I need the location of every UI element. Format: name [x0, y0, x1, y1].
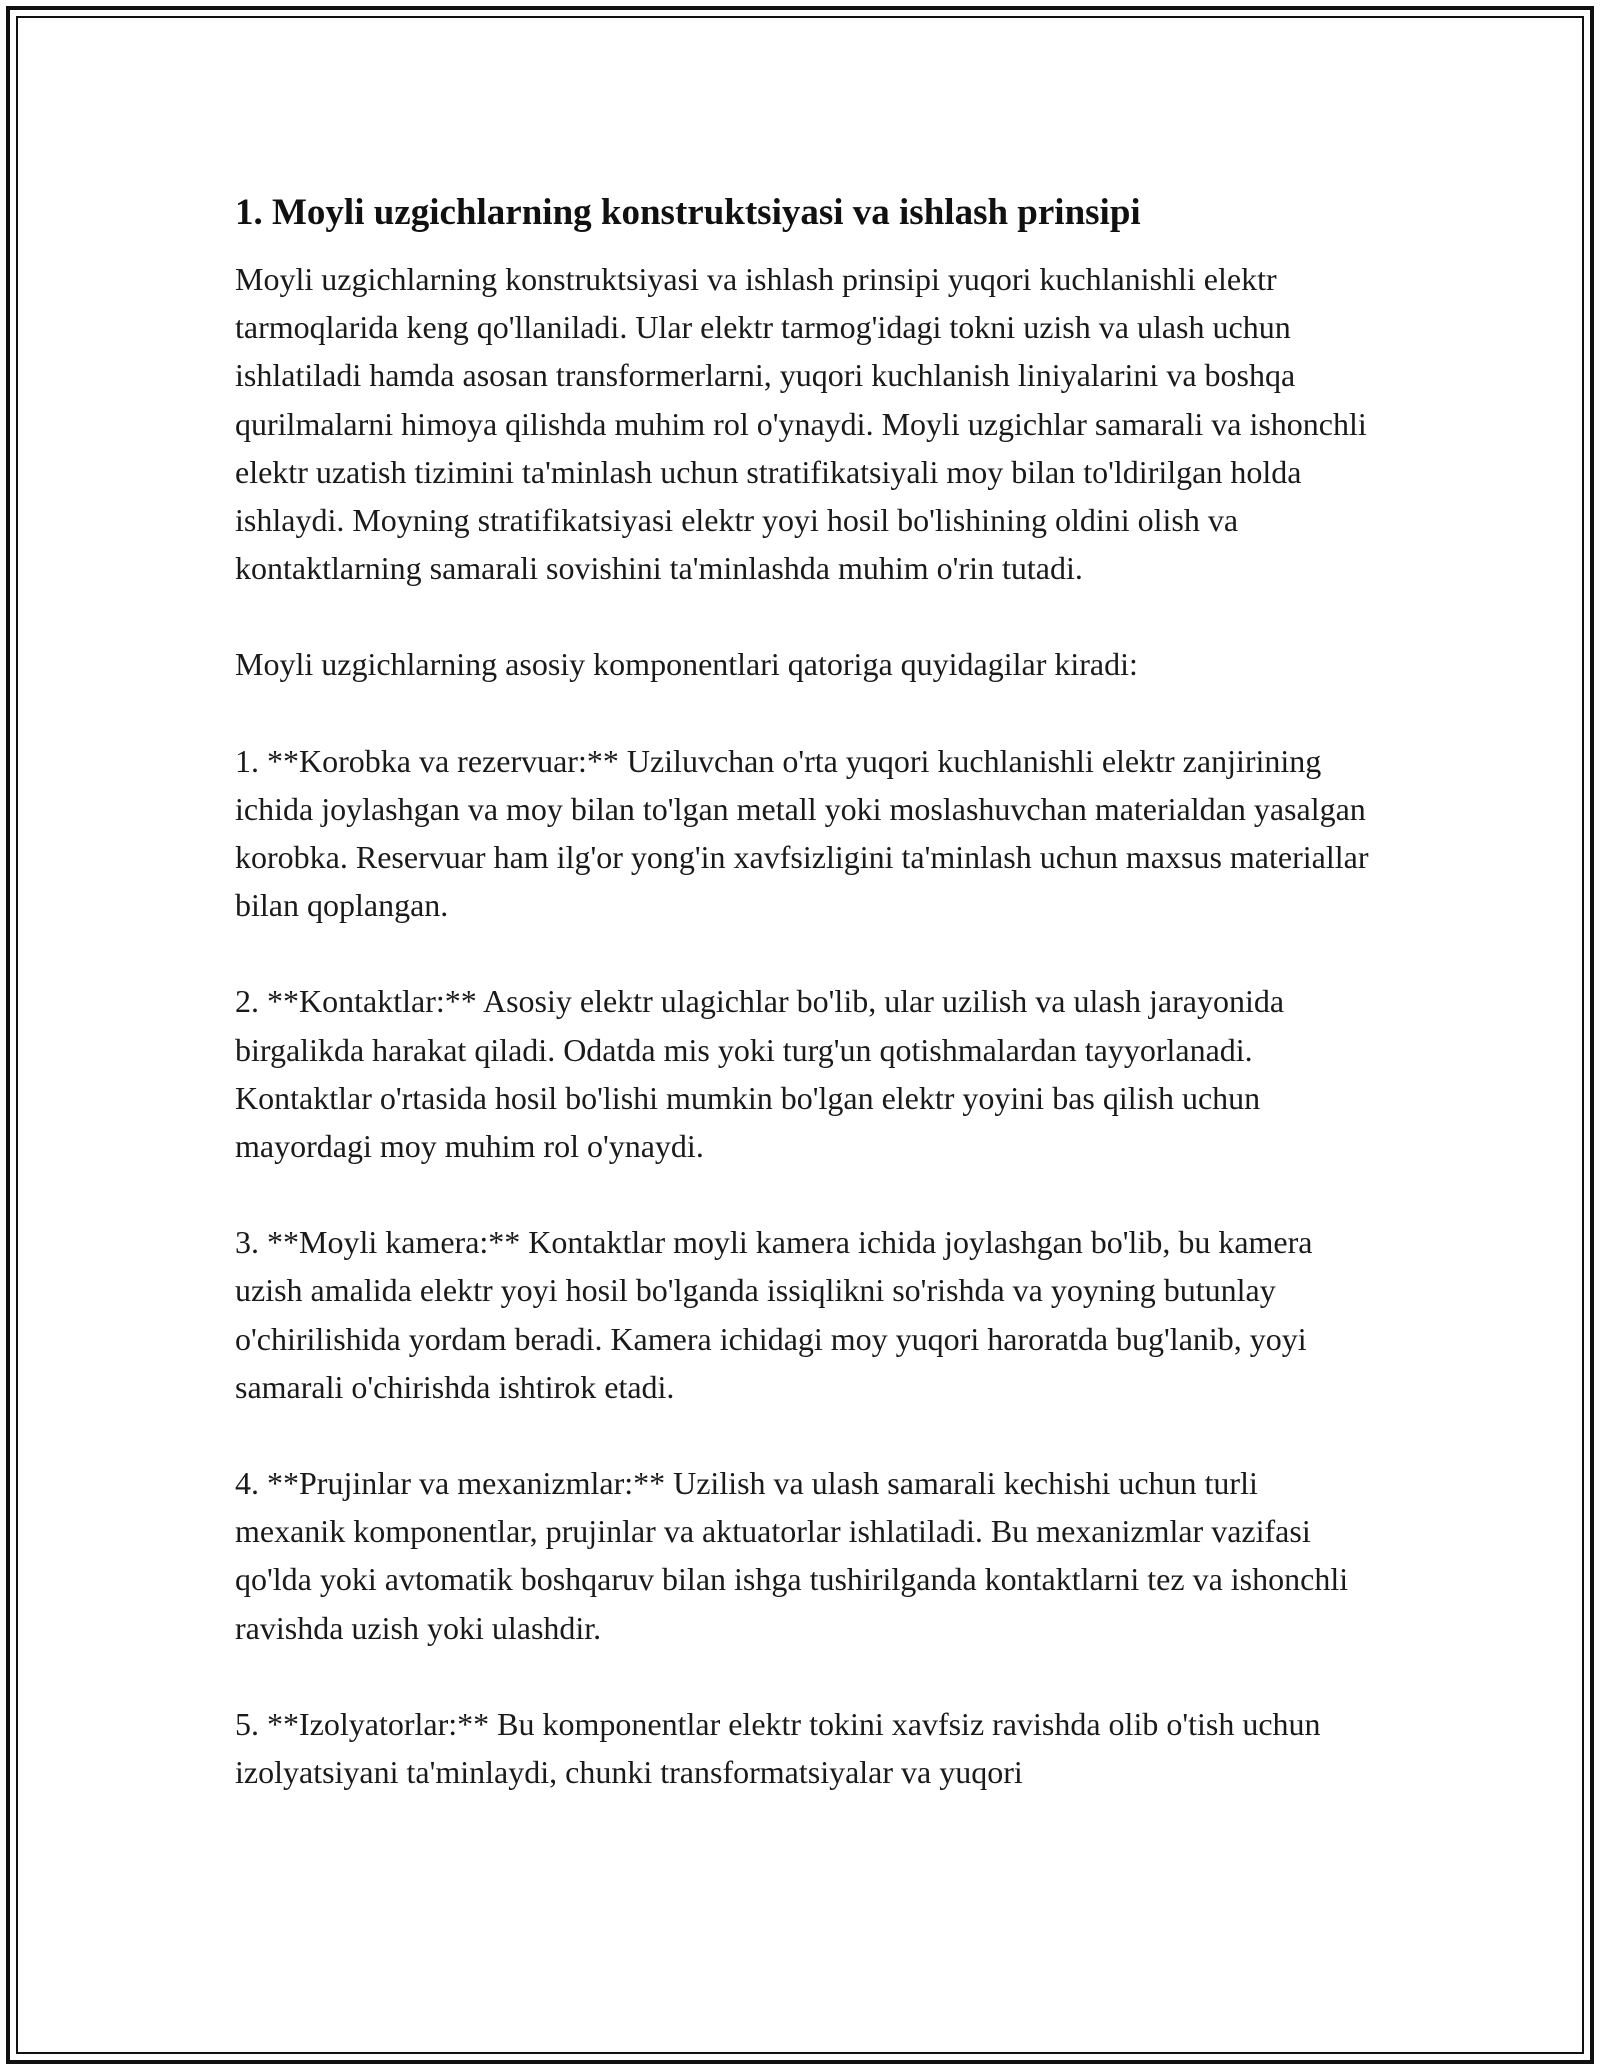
list-item-prujinlar: 4. **Prujinlar va mexanizmlar:** Uzilish va ulash samarali kechishi uchun turli mexanik komponentlar, prujinlar va aktuatorlar ishlatiladi. Bu mexanizmlar vazifasi qo'lda yoki avtomatik boshqaruv bilan ishga tushirilganda kontaktlarni tez va ishonchli ravishda uzish yoki ulashdir.: [235, 1465, 1349, 1646]
list-item-moyli-kamera: 3. **Moyli kamera:** Kontaktlar moyli kamera ichida joylashgan bo'lib, bu kamera uzish amalida elektr yoyi hosil bo'lganda issiqlikni so'rishda va yoyning butunlay o'chirilishida yordam beradi. Kamera ichidagi moy yuqori haroratda bug'lanib, yoyi samarali o'chirishda ishtirok etadi.: [235, 1224, 1313, 1405]
intro-paragraph: Moyli uzgichlarning konstruktsiyasi va ishlash prinsipi yuqori kuchlanishli elektr tarmoqlarida keng qo'llaniladi. Ular elektr tarmog'idagi tokni uzish va ulash uchun ishlatiladi hamda asosan transformerlarni, yuqori kuchlanish liniyalarini va boshqa qurilmalarni himoya qilishda muhim rol o'ynaydi. Moyli uzgichlar samarali va ishonchli elektr uzatish tizimini ta'minlash uchun stratifikatsiyali moy bilan to'ldirilgan holda ishlaydi. Moyning stratifikatsiyasi elektr yoyi hosil bo'lishining oldini olish va kontaktlarning samarali sovishini ta'minlashda muhim o'rin tutadi.: [235, 261, 1367, 587]
list-item-kontaktlar: 2. **Kontaktlar:** Asosiy elektr ulagichlar bo'lib, ular uzilish va ulash jarayonida birgalikda harakat qiladi. Odatda mis yoki turg'un qotishmalardan tayyorlanadi. Kontaktlar o'rtasida hosil bo'lishi mumkin bo'lgan elektr yoyini bas qilish uchun mayordagi moy muhim rol o'ynaydi.: [235, 983, 1285, 1165]
components-intro-paragraph: Moyli uzgichlarning asosiy komponentlari qatoriga quyidagilar kiradi:: [235, 646, 1138, 683]
section-heading: 1. Moyli uzgichlarning konstruktsiyasi va ishlash prinsipi: [235, 192, 1141, 233]
list-item-korobka: 1. **Korobka va rezervuar:** Uziluvchan o'rta yuqori kuchlanishli elektr zanjirining ichida joylashgan va moy bilan to'lgan metall yoki moslashuvchan materialdan yasalgan korobka. Reservuar ham ilg'or yong'in xavfsizligini ta'minlash uchun maxsus materiallar bilan qoplangan.: [235, 742, 1369, 924]
document-body: [235, 185, 1375, 1796]
list-item-izolyatorlar: 5. **Izolyatorlar:** Bu komponentlar elektr tokini xavfsiz ravishda olib o'tish uchun izolyatsiyani ta'minlaydi, chunki transformatsiyalar va yuqori: [235, 1705, 1321, 1791]
